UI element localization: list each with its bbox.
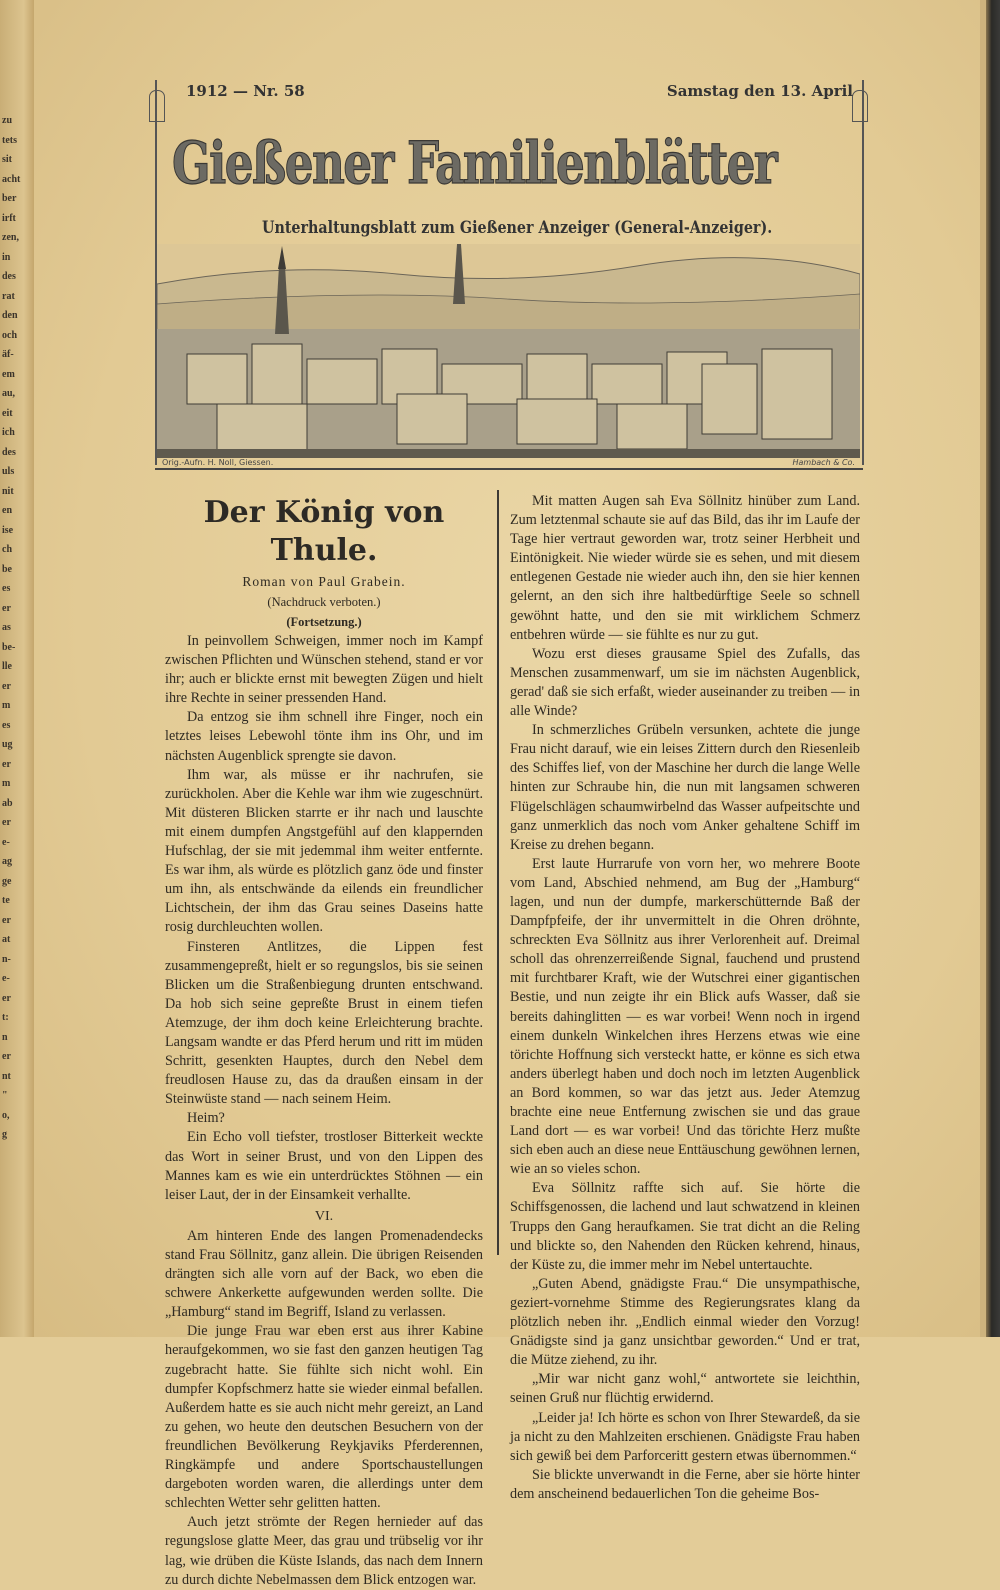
paragraph: In peinvollem Schweigen, immer noch im Kampf zwischen Pflichten und Wünschen stehend, stand er vor ihr; auch er blickte ernst mit bewegten Zügen und hielt ihre Rechte in seiner pressenden Hand. <box>165 633 483 707</box>
gutter-text-fragment: er <box>2 992 11 1004</box>
gutter-text-fragment: en <box>2 505 12 516</box>
masthead-subtitle: Unterhaltungsblatt zum Gießener Anzeiger (General-Anzeiger). <box>262 218 773 238</box>
gutter-text-fragment: g <box>2 1129 7 1140</box>
gutter-text-fragment: ch <box>2 544 12 555</box>
gutter-text-fragment: er <box>2 914 11 926</box>
gutter-text-fragment: er <box>2 758 11 770</box>
gutter-text-fragment: t: <box>2 1012 9 1023</box>
right-ornament-icon <box>852 90 868 122</box>
gutter-text-fragment: des <box>2 446 16 458</box>
gutter-text-fragment: uls <box>2 466 15 477</box>
gutter-text-fragment: äf- <box>2 349 14 360</box>
paragraph: Wozu erst dieses grausame Spiel des Zufalls, das Menschen zusammenwarf, um sie im nächsten Augenblick, gerad' daß sie sich erfaßt, wieder auseinander zu treiben — in alle Winde? <box>510 645 860 720</box>
gutter-text-fragment: " <box>2 1090 8 1101</box>
paragraph: Sie blickte unverwandt in die Ferne, aber sie hörte hinter dem anscheinend bedauerlichen Ton die geheime Bos- <box>510 1466 860 1502</box>
paragraph: Mit matten Augen sah Eva Söllnitz hinüber zum Land. Zum letztenmal schaute sie auf das Bild, das ihr im Laufe der Tage hier vertraut geworden war, trotz seiner Herbheit und Eintönigkeit. Nie wieder würde sie es sehen, und mit diesem entlegenen Gestade nie wieder auch ihn, den sie hier kennen gelernt, an den sich ihre haltbedürftige Seele so schnell gewöhnt hatte, und den sie mit wirklichem Schmerz entbehren würde — sie fühlte es nur zu gut. <box>510 493 860 643</box>
previous-page-gutter <box>0 0 34 1337</box>
gutter-text-fragment: den <box>2 310 18 321</box>
gutter-text-fragment: nit <box>2 485 14 497</box>
paragraph: Eva Söllnitz raffte sich auf. Sie hörte die Schiffsgenossen, die lachend und laut schwatzend in kleinen Trupps den Gang heraufkamen. Sie trat dicht an die Reling und blickte so, den Nahenden den Rücken kehrend, hinaus, der Küste zu, die immer mehr im Nebel untertauchte. <box>510 1180 860 1273</box>
gutter-text-fragment: er <box>2 680 11 692</box>
gutter-text-fragment: n <box>2 1031 8 1043</box>
gutter-text-fragment: ug <box>2 739 13 750</box>
gutter-text-fragment: m <box>2 778 11 789</box>
engraver-credit: Hambach & Co. <box>792 458 855 467</box>
gutter-text-fragment: as <box>2 622 11 633</box>
gutter-text-fragment: er <box>2 817 11 828</box>
book-binding <box>986 0 1000 1337</box>
photo-credit: Orig.-Aufn. H. Noll, Giessen. <box>162 458 274 467</box>
gutter-text-fragment: es <box>2 719 11 731</box>
paragraph: Am hinteren Ende des langen Promenadendecks stand Frau Söllnitz, ganz allein. Die übrigen Reisenden drängten sich alle vorn auf der Back, wo eben die schwere Ankerkette aufgewunden werden sollte. Die „Hamburg“ stand im Begriff, Island zu verlassen. <box>165 1227 483 1321</box>
gutter-text-fragment: des <box>2 271 16 282</box>
gutter-text-fragment: ise <box>2 524 14 536</box>
gutter-text-fragment: at <box>2 934 11 945</box>
gutter-text-fragment: eit <box>2 407 13 419</box>
reprint-notice: (Nachdruck verboten.) <box>267 595 381 609</box>
gutter-text-fragment: lle <box>2 661 12 672</box>
gutter-text-fragment: in <box>2 251 11 263</box>
gutter-text-fragment: acht <box>2 173 21 185</box>
story-byline: Roman von Paul Grabein. <box>242 574 406 589</box>
right-column <box>510 492 860 1504</box>
town-panorama-illustration <box>157 244 860 458</box>
gutter-text-fragment: er <box>2 1051 11 1062</box>
gutter-text-fragment: be- <box>2 641 16 653</box>
paragraph: Erst laute Hurrarufe von vorn her, wo mehrere Boote vom Land, Abschied nehmend, am Bug der „Hamburg“ lagen, und nun der dumpfe, markerschütternde Baß der Dampfpfeife, der ihr unvermittelt in die Ohren dröhnte, schreckten Eva Söllnitz aus ihrer Verlorenheit auf. Dreimal scholl das ohrenzerreißende Signal, fauchend und prustend mit furchtbarer Kraft, wie der Wutschrei einer gigantischen Bestie, und nun zeigte ihr ein Blick aufs Wasser, daß sie bereits dahinglitten — es war vorbei! Wenn noch in irgend einem dunkeln Winkelchen ihres Herzens etwas wie eine törichte Hoffnung sich versteckt hatte, er könne es sich etwa anders überlegt haben und doch noch im letzten Augenblick an Bord kommen, so war das jetzt aus. Jeder Atemzug brachte eine neue Entfernung zwischen sie und das graue Land dort — es war vorbei! Und das törichte Herz mußte sich eben auch an diese neue Enttäuschung gewöhnen lernen, wie an so vieles schon. <box>510 855 860 1178</box>
gutter-text-fragment: n- <box>2 953 11 965</box>
paragraph: Die junge Frau war eben erst aus ihrer Kabine heraufgekommen, wo sie fast den ganzen heutigen Tag zugebracht hatte. Sie fühlte sich nicht wohl. Ein dumpfer Kopfschmerz hatte sie wieder einmal befallen. Außerdem hatte es sie auch nicht mehr gereizt, an Land zu gehen, wo heute den deutschen Besuchern von der freundlichen Bevölkerung Reykjaviks Pferderennen, Ringkämpfe und andere Sportschaustellungen dargeboten worden waren, die allerdings unter dem schlechten Wetter sehr gelitten hatten. <box>165 1323 483 1512</box>
issue-number: 1912 — Nr. 58 <box>186 82 305 100</box>
gutter-text-fragment: ber <box>2 193 17 204</box>
paragraph: „Guten Abend, gnädigste Frau.“ Die unsympathische, geziert-vornehme Stimme des Regierungsrates klang da plötzlich neben ihr. „Endlich einmal wieder den Vorzug! Gnädigste sind ja ganz unsichtbar geworden.“ Und er trat, die Mütze ziehend, zu ihr. <box>510 1275 860 1369</box>
masthead-rule <box>155 468 863 470</box>
paragraph: Ihm war, als müsse er ihr nachrufen, sie zurückholen. Aber die Kehle war ihm wie zugeschnürt. Mit düsteren Blicken starrte er ihr nach und lauschte mit einem dumpfen Angstgefühl auf den klappernden Hufschlag, der sie mit jedemmal ihm weiter entfernte. Es war ihm, als würde es plötzlich ganz öde und finster um ihn, als entschwände da eilends ein freundlicher Lichtschein, der ihm das Grau seines Daseins hatte rosig durchleuchten wollen. <box>165 766 483 936</box>
paragraph: Finsteren Antlitzes, die Lippen fest zusammengepreßt, hielt er so regungslos, bis sie seinen Blicken um die Straßenbiegung drunten entschwand. Da hob sich seine gepreßte Brust in einem tiefen Atemzuge, der ihm doch keine Erleichterung brachte. Langsam wandte er das Pferd herum und ritt im müden Schritt, gesenkten Hauptes, durch den Nebel dem freudlosen Hause zu, das da draußen einsam in der Steinwüste stand — nach seinem Heim. <box>165 938 483 1108</box>
continuation-notice: (Fortsetzung.) <box>286 615 362 629</box>
gutter-text-fragment: ge <box>2 875 12 887</box>
gutter-text-fragment: o, <box>2 1109 10 1121</box>
gutter-text-fragment: es <box>2 583 11 594</box>
paragraph: Ein Echo voll tiefster, trostloser Bitterkeit weckte das Wort in seiner Brust, und von den Lippen des Mannes kam es wie ein unterdrücktes Stöhnen — ein leiser Laut, der in der Einsamkeit verhallte. <box>165 1129 483 1203</box>
gutter-text-fragment: zu <box>2 115 12 126</box>
gutter-text-fragment: au, <box>2 388 16 399</box>
gutter-text-fragment: rat <box>2 290 15 302</box>
gutter-text-fragment: em <box>2 368 15 380</box>
left-column <box>165 494 483 1590</box>
story-title: Der König von Thule. <box>203 495 445 568</box>
gutter-text-fragment: ag <box>2 856 12 867</box>
gutter-text-fragment: sit <box>2 154 12 165</box>
gutter-text-fragment: tets <box>2 134 17 146</box>
gutter-text-fragment: irft <box>2 212 16 224</box>
gutter-text-fragment: och <box>2 329 17 341</box>
gutter-text-fragment: ab <box>2 797 13 809</box>
paragraph: In schmerzliches Grübeln versunken, achtete die junge Frau nicht darauf, wie ein leises Zittern durch den Riesenleib des Schiffes lief, von der Maschine her durch die lange Welle hinten zur Schraube hin, die nun mit langsamen schweren Flügelschlägen schaumwirbelnd das Wasser aufpeitschte und ganz unmerklich das noch vom Anker gehaltene Schiff im Kreise zu drehen begann. <box>510 722 860 853</box>
gutter-text-fragment: zen, <box>2 232 19 243</box>
paragraph: „Leider ja! Ich hörte es schon von Ihrer Stewardeß, da sie ja nicht zu den Mahlzeiten erschienen. Gnädigste Frau haben sich gewiß bei dem Parforceritt gestern etwas übernommen.“ <box>510 1409 860 1464</box>
paragraph: Auch jetzt strömte der Regen hernieder auf das regungslose glatte Meer, das grau und trübselig vor ihr lag, wie drüben die Küste Islands, das nach dem Innern zu durch dichte Nebelmassen dem Blick entzogen war. <box>165 1514 483 1588</box>
issue-date: Samstag den 13. April <box>666 82 853 100</box>
gutter-text-fragment: be <box>2 563 12 575</box>
paragraph: Da entzog sie ihm schnell ihre Finger, noch ein letztes leises Lebewohl tönte ihm ins Ohr, und im nächsten Augenblick sprengte sie davon. <box>165 709 483 764</box>
gutter-text-fragment: e- <box>2 836 10 848</box>
gutter-text-fragment: m <box>2 700 11 711</box>
gutter-text-fragment: nt <box>2 1070 11 1082</box>
gutter-text-fragment: ich <box>2 427 15 438</box>
paragraph: „Mir war nicht ganz wohl,“ antwortete sie leichthin, seinen Gruß nur flüchtig erwidernd. <box>510 1371 860 1407</box>
gutter-text-fragment: te <box>2 895 10 906</box>
left-ornament-icon <box>149 90 165 122</box>
paragraph: Heim? <box>187 1110 225 1127</box>
gutter-text-fragment: e- <box>2 973 10 984</box>
chapter-heading: VI. <box>314 1208 334 1224</box>
masthead-title: Gießener Familienblätter <box>172 129 777 197</box>
gutter-text-fragment: er <box>2 602 11 614</box>
column-divider <box>497 490 499 1255</box>
